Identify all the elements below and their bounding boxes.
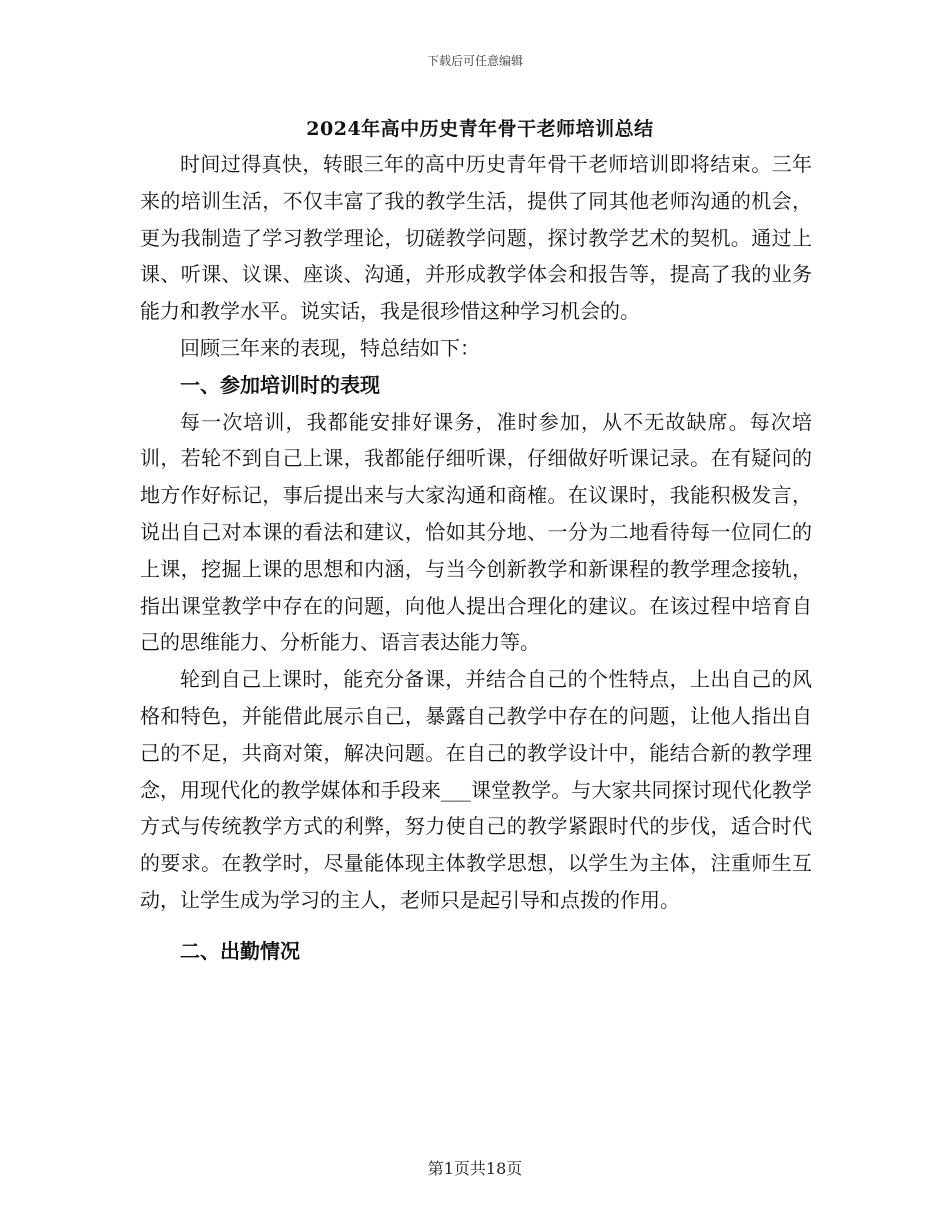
document-body (140, 146, 812, 970)
section-heading-attendance: 二、出勤情况 (180, 938, 300, 963)
page-number: 第1页共18页 (427, 1159, 523, 1178)
document-title: 2024年高中历史青年骨干老师培训总结 (306, 118, 654, 140)
intro-paragraph: 时间过得真快，转眼三年的高中历史青年骨干老师培训即将结束。三年来的培训生活，不仅丰富了我的教学生活，提供了同其他老师沟通的机会，更为我制造了学习教学理论，切磋教学问题，探讨教学艺术的契机。通过上课、听课、议课、座谈、沟通，并形成教学体会和报告等，提高了我的业务能力和教学水平。说实话，我是很珍惜这种学习机会的。 (140, 152, 812, 324)
section-heading-performance: 一、参加培训时的表现 (180, 372, 380, 397)
summary-lead-paragraph: 回顾三年来的表现，特总结如下： (180, 335, 480, 360)
section1-paragraph: 每一次培训，我都能安排好课务，准时参加，从不无故缺席。每次培训，若轮不到自己上课，我都能仔细听课，仔细做好听课记录。在有疑问的地方作好标记，事后提出来与大家沟通和商榷。在议课时，我能积极发言，说出自己对本课的看法和建议，恰如其分地、一分为二地看待每一位同仁的上课，挖掘上课的思想和内涵，与当今创新教学和新课程的教学理念接轨，指出课堂教学中存在的问题，向他人提出合理化的建议。在该过程中培育自己的思维能力、分析能力、语言表达能力等。 (140, 409, 812, 655)
section1-paragraph: 轮到自己上课时，能充分备课，并结合自己的个性特点，上出自己的风格和特色，并能借此展示自己，暴露自己教学中存在的问题，让他人指出自己的不足，共商对策，解决问题。在自己的教学设计中，能结合新的教学理念，用现代化的教学媒体和手段来___课堂教学。与大家共同探讨现代化教学方式与传统教学方式的利弊，努力使自己的教学紧跟时代的步伐，适合时代的要求。在教学时，尽量能体现主体教学思想，以学生为主体，注重师生互动，让学生成为学习的主人，老师只是起引导和点拨的作用。 (140, 667, 812, 912)
page-header-note: 下载后可任意编辑 (426, 54, 523, 68)
